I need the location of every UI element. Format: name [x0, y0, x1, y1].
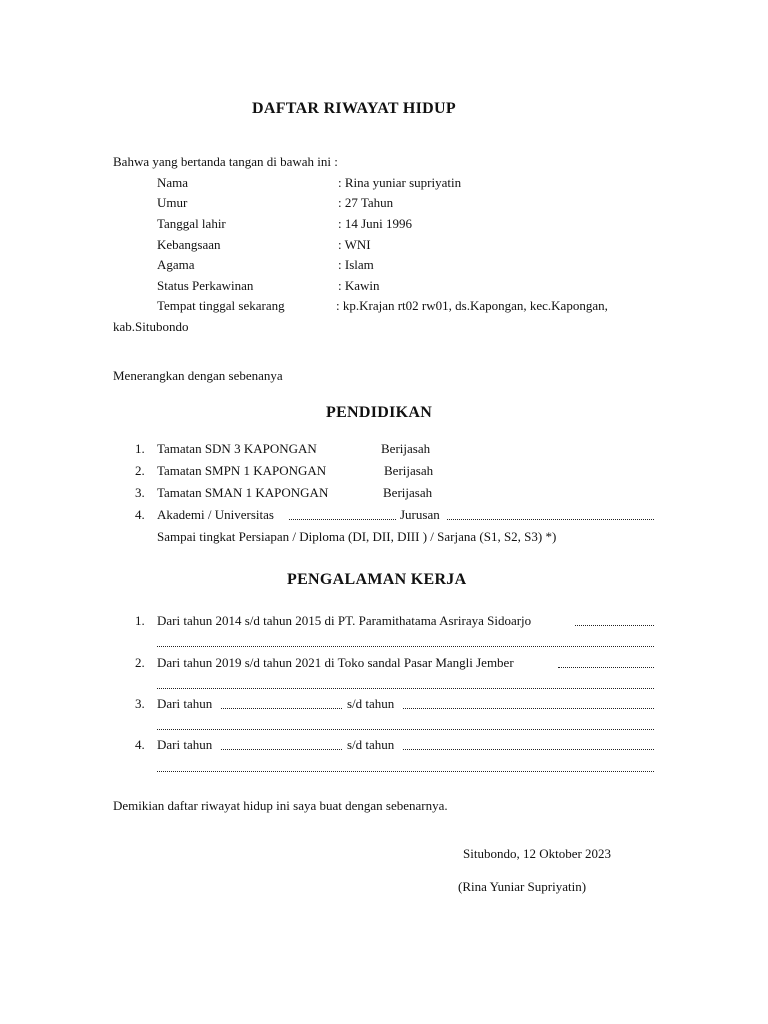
- signature-name: (Rina Yuniar Supriyatin): [458, 879, 587, 894]
- experience-4-second-line: [157, 771, 654, 772]
- place-date: Situbondo, 12 Oktober 2023: [463, 846, 612, 861]
- education-university-label: Akademi / Universitas: [157, 507, 274, 522]
- label-tempat-tinggal: Tempat tinggal sekarang: [157, 298, 285, 313]
- education-status-3: Berijasah: [383, 485, 433, 500]
- education-jurusan-label: Jurusan: [400, 507, 440, 522]
- education-school-2: Tamatan SMPN 1 KAPONGAN: [157, 463, 327, 478]
- university-fill-line: [289, 519, 396, 520]
- experience-to-4: s/d tahun: [347, 737, 395, 752]
- closing-text: Demikian daftar riwayat hidup ini saya buat dengan sebenarnya.: [113, 798, 448, 813]
- experience-from-3: Dari tahun: [157, 696, 213, 711]
- education-num-3: 3.: [135, 485, 145, 500]
- value-umur: : 27 Tahun: [338, 195, 394, 210]
- experience-2-fill-line: [558, 667, 654, 668]
- value-tempat-tinggal: : kp.Krajan rt02 rw01, ds.Kapongan, kec.Kapongan,: [336, 298, 608, 313]
- education-school-1: Tamatan SDN 3 KAPONGAN: [157, 441, 317, 456]
- value-agama: : Islam: [338, 257, 374, 272]
- label-agama: Agama: [157, 257, 195, 272]
- experience-heading: PENGALAMAN KERJA: [287, 571, 467, 588]
- experience-to-3: s/d tahun: [347, 696, 395, 711]
- label-tanggal-lahir: Tanggal lahir: [157, 216, 226, 231]
- address-continuation: kab.Situbondo: [113, 319, 189, 334]
- experience-4-to-line: [403, 749, 654, 750]
- experience-3-from-line: [221, 708, 342, 709]
- value-kebangsaan: : WNI: [338, 237, 371, 252]
- education-status-2: Berijasah: [384, 463, 434, 478]
- education-heading: PENDIDIKAN: [326, 404, 433, 421]
- value-nama: : Rina yuniar supriyatin: [338, 175, 462, 190]
- experience-3-to-line: [403, 708, 654, 709]
- experience-text-2: Dari tahun 2019 s/d tahun 2021 di Toko sandal Pasar Mangli Jember: [157, 655, 514, 670]
- education-status-1: Berijasah: [381, 441, 431, 456]
- document-title: DAFTAR RIWAYAT HIDUP: [252, 100, 456, 117]
- education-num-4: 4.: [135, 507, 145, 522]
- education-num-1: 1.: [135, 441, 145, 456]
- experience-1-second-line: [157, 646, 654, 647]
- label-nama: Nama: [157, 175, 189, 190]
- experience-1-fill-line: [575, 625, 654, 626]
- experience-3-second-line: [157, 729, 654, 730]
- experience-from-4: Dari tahun: [157, 737, 213, 752]
- experience-num-3: 3.: [135, 696, 145, 711]
- label-kebangsaan: Kebangsaan: [157, 237, 221, 252]
- education-note: Sampai tingkat Persiapan / Diploma (DI, DII, DIII ) / Sarjana (S1, S2, S3) *): [157, 529, 557, 544]
- experience-text-1: Dari tahun 2014 s/d tahun 2015 di PT. Paramithatama Asriraya Sidoarjo: [157, 613, 532, 628]
- education-school-3: Tamatan SMAN 1 KAPONGAN: [157, 485, 329, 500]
- value-tanggal-lahir: : 14 Juni 1996: [338, 216, 413, 231]
- statement-text: Menerangkan dengan sebenanya: [113, 368, 283, 383]
- experience-num-4: 4.: [135, 737, 145, 752]
- value-status-perkawinan: : Kawin: [338, 278, 380, 293]
- label-umur: Umur: [157, 195, 188, 210]
- experience-num-1: 1.: [135, 613, 145, 628]
- label-status-perkawinan: Status Perkawinan: [157, 278, 254, 293]
- experience-4-from-line: [221, 749, 342, 750]
- intro-text: Bahwa yang bertanda tangan di bawah ini :: [113, 154, 338, 169]
- education-num-2: 2.: [135, 463, 145, 478]
- jurusan-fill-line: [447, 519, 654, 520]
- experience-2-second-line: [157, 688, 654, 689]
- experience-num-2: 2.: [135, 655, 145, 670]
